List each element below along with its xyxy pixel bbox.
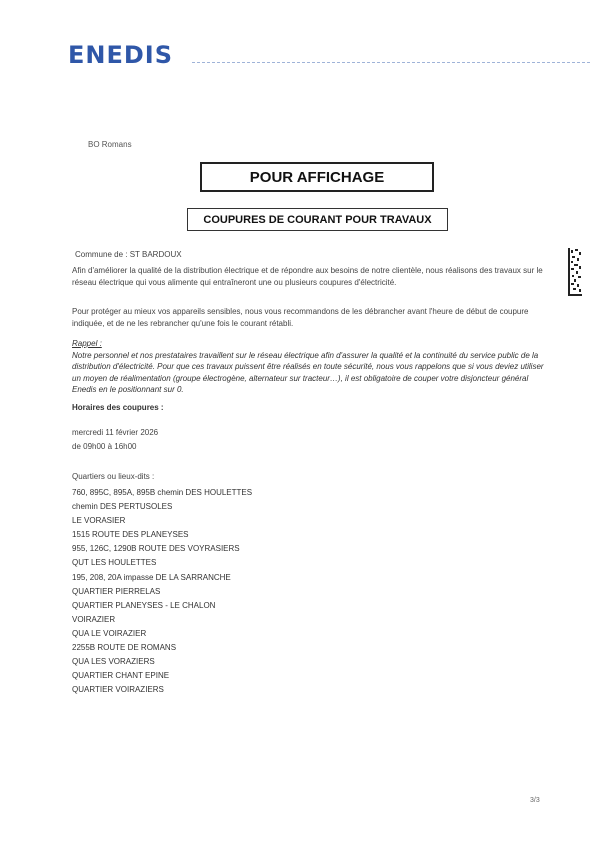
page-number: 3/3	[530, 797, 540, 804]
reminder-block	[72, 338, 550, 396]
list-item: QUARTIER PLANEYSES - LE CHALON	[72, 600, 216, 610]
header-divider	[192, 62, 590, 63]
list-item: 195, 208, 20A impasse DE LA SARRANCHE	[72, 572, 231, 582]
list-item: QUT LES HOULETTES	[72, 558, 157, 568]
reminder-text: Notre personnel et nos prestataires travaillent sur le réseau électrique afin d'assurer la qualité et la continuité du service public de la distribution d'électricité. Pour que ces travaux puissent être réalisés en toute sécurité, nous vous rappelons que si vous deviez utiliser un moyen de réalimentation (groupe électrogène, alternateur sur tracteur…), il est obligatoire de couper votre disjoncteur général Enedis en le positionnant sur 0.	[72, 350, 544, 394]
schedule-label: Horaires des coupures :	[72, 403, 164, 412]
list-item: 1515 ROUTE DES PLANEYSES	[72, 530, 189, 540]
list-item: VOIRAZIER	[72, 614, 116, 624]
areas-list	[72, 486, 252, 697]
outage-date: mercredi 11 février 2026	[72, 428, 159, 437]
subtitle-box	[187, 208, 448, 231]
title-text: POUR AFFICHAGE	[249, 168, 385, 186]
areas-label: Quartiers ou lieux-dits :	[72, 472, 155, 481]
list-item: 2255B ROUTE DE ROMANS	[72, 643, 177, 653]
list-item: QUARTIER CHANT EPINE	[72, 671, 170, 681]
commune-line: Commune de : ST BARDOUX	[75, 250, 182, 259]
list-item: 760, 895C, 895A, 895B chemin DES HOULETTES	[72, 488, 253, 497]
enedis-logo: ENEDIS	[68, 41, 174, 69]
list-item: chemin DES PERTUSOLES	[72, 502, 173, 512]
intro-paragraph: Afin d'améliorer la qualité de la distribution électrique et de répondre aux besoins de notre clientèle, nous réalisons des travaux sur le réseau électrique qui vous alimente qui entraîneront une ou plusieurs coupures d'électricité.	[72, 266, 543, 287]
outage-hours: de 09h00 à 16h00	[72, 442, 137, 451]
reminder-title: Rappel :	[72, 339, 102, 348]
datamatrix-code	[568, 248, 582, 296]
list-item: QUA LE VOIRAZIER	[72, 628, 147, 638]
title-box	[200, 162, 434, 192]
list-item: 955, 126C, 1290B ROUTE DES VOYRASIERS	[72, 544, 240, 554]
subtitle-text: COUPURES DE COURANT POUR TRAVAUX	[203, 213, 432, 226]
list-item: QUA LES VORAZIERS	[72, 657, 155, 667]
sender-office: BO Romans	[88, 140, 132, 149]
list-item: LE VORASIER	[72, 516, 126, 526]
list-item: QUARTIER PIERRELAS	[72, 586, 161, 596]
advice-paragraph: Pour protéger au mieux vos appareils sensibles, nous vous recommandons de les débrancher avant l'heure de début de coupure indiquée, et de ne les rebrancher qu'une fois le courant rétabli.	[72, 307, 529, 328]
list-item: QUARTIER VOIRAZIERS	[72, 685, 164, 695]
